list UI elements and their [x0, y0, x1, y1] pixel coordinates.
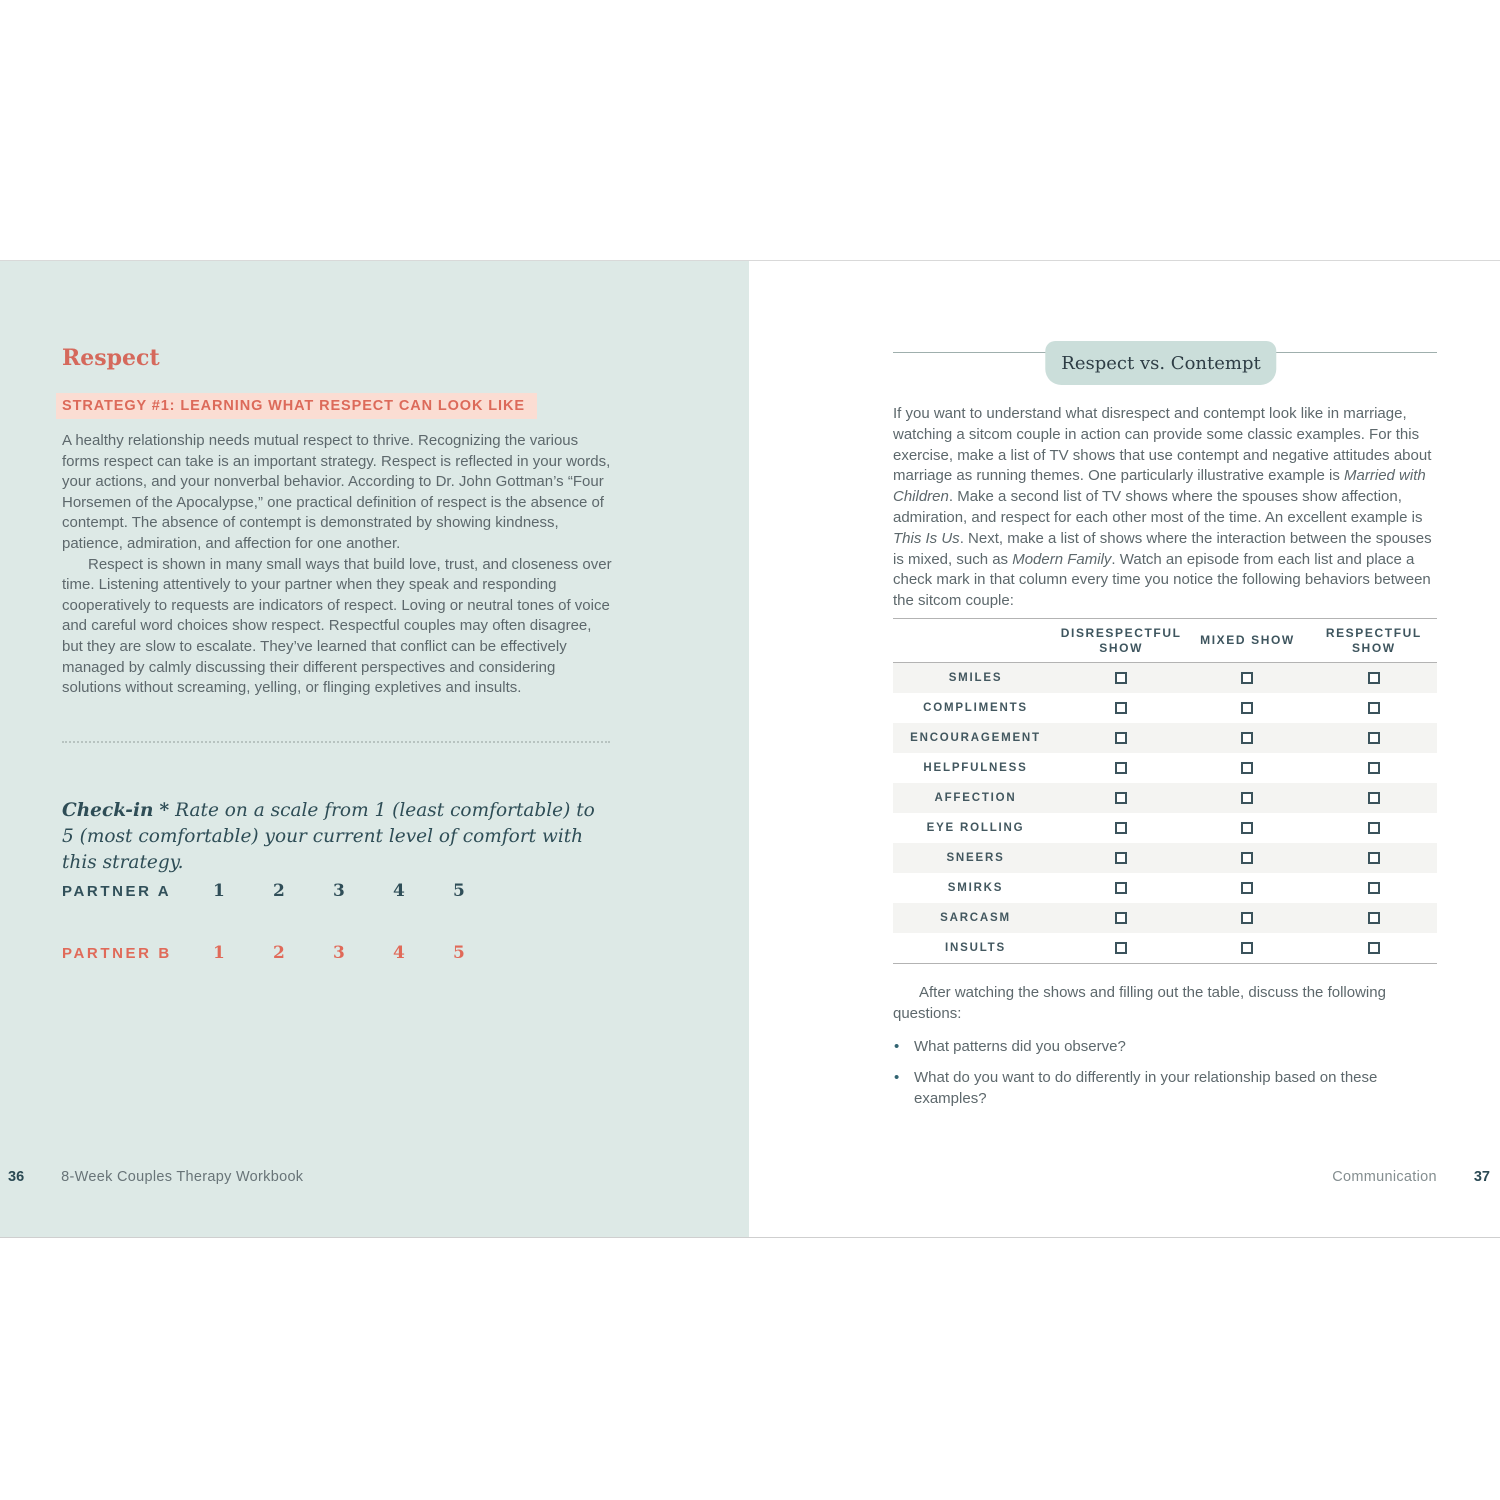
behavior-label: ENCOURAGEMENT: [910, 732, 1041, 744]
table-row: [893, 933, 1437, 963]
checkbox-mixed[interactable]: [1241, 912, 1253, 924]
page-number: 37: [1473, 1169, 1490, 1185]
mixed-cell: [1184, 822, 1310, 834]
behavior-label: AFFECTION: [934, 792, 1017, 804]
checkbox-mixed[interactable]: [1241, 672, 1253, 684]
checkbox-disrespectful[interactable]: [1115, 822, 1127, 834]
behavior-label: SARCASM: [940, 912, 1011, 924]
mixed-cell: [1184, 912, 1310, 924]
table-header-row: [893, 618, 1437, 663]
book-title: 8-Week Couples Therapy Workbook: [61, 1169, 304, 1185]
partner-b-rating-5[interactable]: 5: [453, 943, 465, 963]
partner-a-scale-row: [62, 881, 513, 901]
exercise-intro-text: If you want to understand what disrespect and contempt look like in marriage, watching a sitcom couple in action can provide some classic examples. For this exercise, make a list of TV shows that use contempt and negative attitudes about marriage as running themes. One particularly illustrative example is Married with Children. Make a second list of TV shows where the spouses show affection, admiration, and respect for each other most of the time. An excellent example is This Is Us. Next, make a list of shows where the interaction between the spouses is mixed, such as Modern Family. Watch an episode from each list and place a check mark in that column every time you notice the following behaviors between the sitcom couple:: [893, 405, 1432, 610]
checkbox-disrespectful[interactable]: [1115, 672, 1127, 684]
checkin-label: Check-in: [62, 800, 154, 821]
checkbox-respectful[interactable]: [1368, 942, 1380, 954]
table-row: [893, 783, 1437, 813]
behavior-label: SMILES: [948, 672, 1003, 684]
checkbox-mixed[interactable]: [1241, 732, 1253, 744]
checkin-text: Rate on a scale from 1 (least comfortable) to 5 (most comfortable) your current level of comfort with this strategy.: [62, 800, 595, 873]
disrespectful-cell: [1058, 732, 1184, 744]
checkbox-disrespectful[interactable]: [1115, 702, 1127, 714]
column-header-mixed: MIXED SHOW: [1200, 633, 1295, 647]
respectful-cell: [1311, 792, 1437, 804]
question-text: What do you want to do differently in your relationship based on these examples?: [914, 1068, 1378, 1107]
checkbox-respectful[interactable]: [1368, 882, 1380, 894]
table-row: [893, 753, 1437, 783]
table-row: [893, 663, 1437, 693]
respectful-cell: [1311, 672, 1437, 684]
disrespectful-cell: [1058, 702, 1184, 714]
respectful-cell: [1311, 762, 1437, 774]
partner-b-rating-3[interactable]: 3: [333, 943, 345, 963]
dotted-divider: [62, 741, 610, 743]
checkbox-respectful[interactable]: [1368, 792, 1380, 804]
disrespectful-cell: [1058, 882, 1184, 894]
respectful-cell: [1311, 702, 1437, 714]
bullet-icon: •: [894, 1038, 900, 1055]
partner-b-rating-4[interactable]: 4: [393, 943, 405, 963]
disrespectful-cell: [1058, 822, 1184, 834]
checkbox-mixed[interactable]: [1241, 942, 1253, 954]
column-header-respectful: RESPECTFUL SHOW: [1325, 625, 1422, 655]
checkbox-disrespectful[interactable]: [1115, 912, 1127, 924]
left-page: [0, 261, 749, 1237]
checkbox-mixed[interactable]: [1241, 792, 1253, 804]
column-header-disrespectful: DISRESPECTFUL SHOW: [1060, 625, 1182, 655]
mixed-cell: [1184, 792, 1310, 804]
question-item: [893, 1068, 1433, 1110]
table-row: [893, 693, 1437, 723]
partner-a-rating-4[interactable]: 4: [393, 881, 405, 901]
respectful-cell: [1311, 732, 1437, 744]
behavior-table: [893, 618, 1437, 964]
checkbox-respectful[interactable]: [1368, 762, 1380, 774]
table-row: [893, 843, 1437, 873]
after-table-text: After watching the shows and filling out the table, discuss the following questions:: [893, 984, 1386, 1022]
page-number: 36: [8, 1169, 25, 1185]
behavior-label: HELPFULNESS: [923, 762, 1028, 774]
exercise-title: Respect vs. Contempt: [1061, 352, 1261, 374]
behavior-label: SMIRKS: [947, 882, 1004, 894]
exercise-title-badge: [1045, 341, 1276, 385]
checkbox-respectful[interactable]: [1368, 822, 1380, 834]
behavior-label: INSULTS: [945, 942, 1006, 954]
partner-a-rating-1[interactable]: 1: [213, 881, 225, 901]
partner-b-scale-row: [62, 943, 513, 963]
disrespectful-cell: [1058, 792, 1184, 804]
checkbox-respectful[interactable]: [1368, 852, 1380, 864]
checkbox-respectful[interactable]: [1368, 732, 1380, 744]
checkbox-mixed[interactable]: [1241, 852, 1253, 864]
partner-a-rating-3[interactable]: 3: [333, 881, 345, 901]
partner-b-label: PARTNER B: [62, 945, 172, 962]
behavior-label: EYE ROLLING: [926, 822, 1025, 834]
mixed-cell: [1184, 672, 1310, 684]
body-text: [62, 431, 614, 699]
respectful-cell: [1311, 882, 1437, 894]
checkbox-mixed[interactable]: [1241, 882, 1253, 894]
respectful-cell: [1311, 912, 1437, 924]
mixed-cell: [1184, 762, 1310, 774]
partner-a-label: PARTNER A: [62, 883, 172, 900]
checkbox-respectful[interactable]: [1368, 912, 1380, 924]
checkbox-mixed[interactable]: [1241, 822, 1253, 834]
mixed-cell: [1184, 732, 1310, 744]
behavior-label: SNEERS: [946, 852, 1005, 864]
checkbox-disrespectful[interactable]: [1115, 942, 1127, 954]
partner-b-rating-1[interactable]: 1: [213, 943, 225, 963]
mixed-cell: [1184, 882, 1310, 894]
mixed-cell: [1184, 702, 1310, 714]
respectful-cell: [1311, 852, 1437, 864]
checkin-instructions: [62, 798, 607, 876]
bullet-icon: •: [894, 1068, 900, 1086]
table-row: [893, 813, 1437, 843]
question-text: What patterns did you observe?: [914, 1038, 1126, 1055]
question-item: [893, 1037, 1433, 1058]
partner-a-rating-5[interactable]: 5: [453, 881, 465, 901]
checkbox-disrespectful[interactable]: [1115, 852, 1127, 864]
disrespectful-cell: [1058, 942, 1184, 954]
mixed-cell: [1184, 852, 1310, 864]
table-row: [893, 873, 1437, 903]
checkbox-respectful[interactable]: [1368, 702, 1380, 714]
section-title: Respect: [62, 345, 160, 371]
respectful-cell: [1311, 942, 1437, 954]
right-page-footer: [1332, 1169, 1490, 1185]
discussion-questions: [893, 1037, 1433, 1119]
checkbox-mixed[interactable]: [1241, 702, 1253, 714]
checkbox-respectful[interactable]: [1368, 672, 1380, 684]
book-spread: [0, 260, 1500, 1238]
partner-a-rating-2[interactable]: 2: [273, 881, 285, 901]
disrespectful-cell: [1058, 672, 1184, 684]
chapter-name: Communication: [1332, 1169, 1437, 1185]
paragraph: A healthy relationship needs mutual respect to thrive. Recognizing the various forms respect can take is an important strategy. Respect is reflected in your words, your actions, and your nonverbal behavior. According to Dr. John Gottman’s “Four Horsemen of the Apocalypse,” one practical definition of respect is the absence of contempt. The absence of contempt is demonstrated by showing kindness, patience, admiration, and affection for one another.: [62, 432, 611, 552]
right-page: [749, 261, 1500, 1237]
partner-b-rating-2[interactable]: 2: [273, 943, 285, 963]
left-page-footer: [8, 1169, 303, 1185]
mixed-cell: [1184, 942, 1310, 954]
table-row: [893, 903, 1437, 933]
table-row: [893, 723, 1437, 753]
checkbox-disrespectful[interactable]: [1115, 762, 1127, 774]
behavior-label: COMPLIMENTS: [923, 702, 1028, 714]
checkbox-mixed[interactable]: [1241, 762, 1253, 774]
behavior-table-body: [893, 663, 1437, 964]
disrespectful-cell: [1058, 762, 1184, 774]
checkbox-disrespectful[interactable]: [1115, 882, 1127, 894]
disrespectful-cell: [1058, 912, 1184, 924]
asterisk-icon: *: [159, 800, 170, 821]
strategy-heading: STRATEGY #1: LEARNING WHAT RESPECT CAN LOOK LIKE: [56, 393, 537, 419]
checkbox-disrespectful[interactable]: [1115, 732, 1127, 744]
disrespectful-cell: [1058, 852, 1184, 864]
paragraph: Respect is shown in many small ways that build love, trust, and closeness over time. Listening attentively to your partner when they speak and responding cooperatively to requests are indicators of respect. Loving or neutral tones of voice and careful word choices show respect. Respectful couples may often disagree, but they are slow to escalate. They’ve learned that conflict can be effectively managed by calmly discussing their different perspectives and considering solutions without screaming, yelling, or flinging expletives and insults.: [62, 555, 612, 697]
checkbox-disrespectful[interactable]: [1115, 792, 1127, 804]
respectful-cell: [1311, 822, 1437, 834]
